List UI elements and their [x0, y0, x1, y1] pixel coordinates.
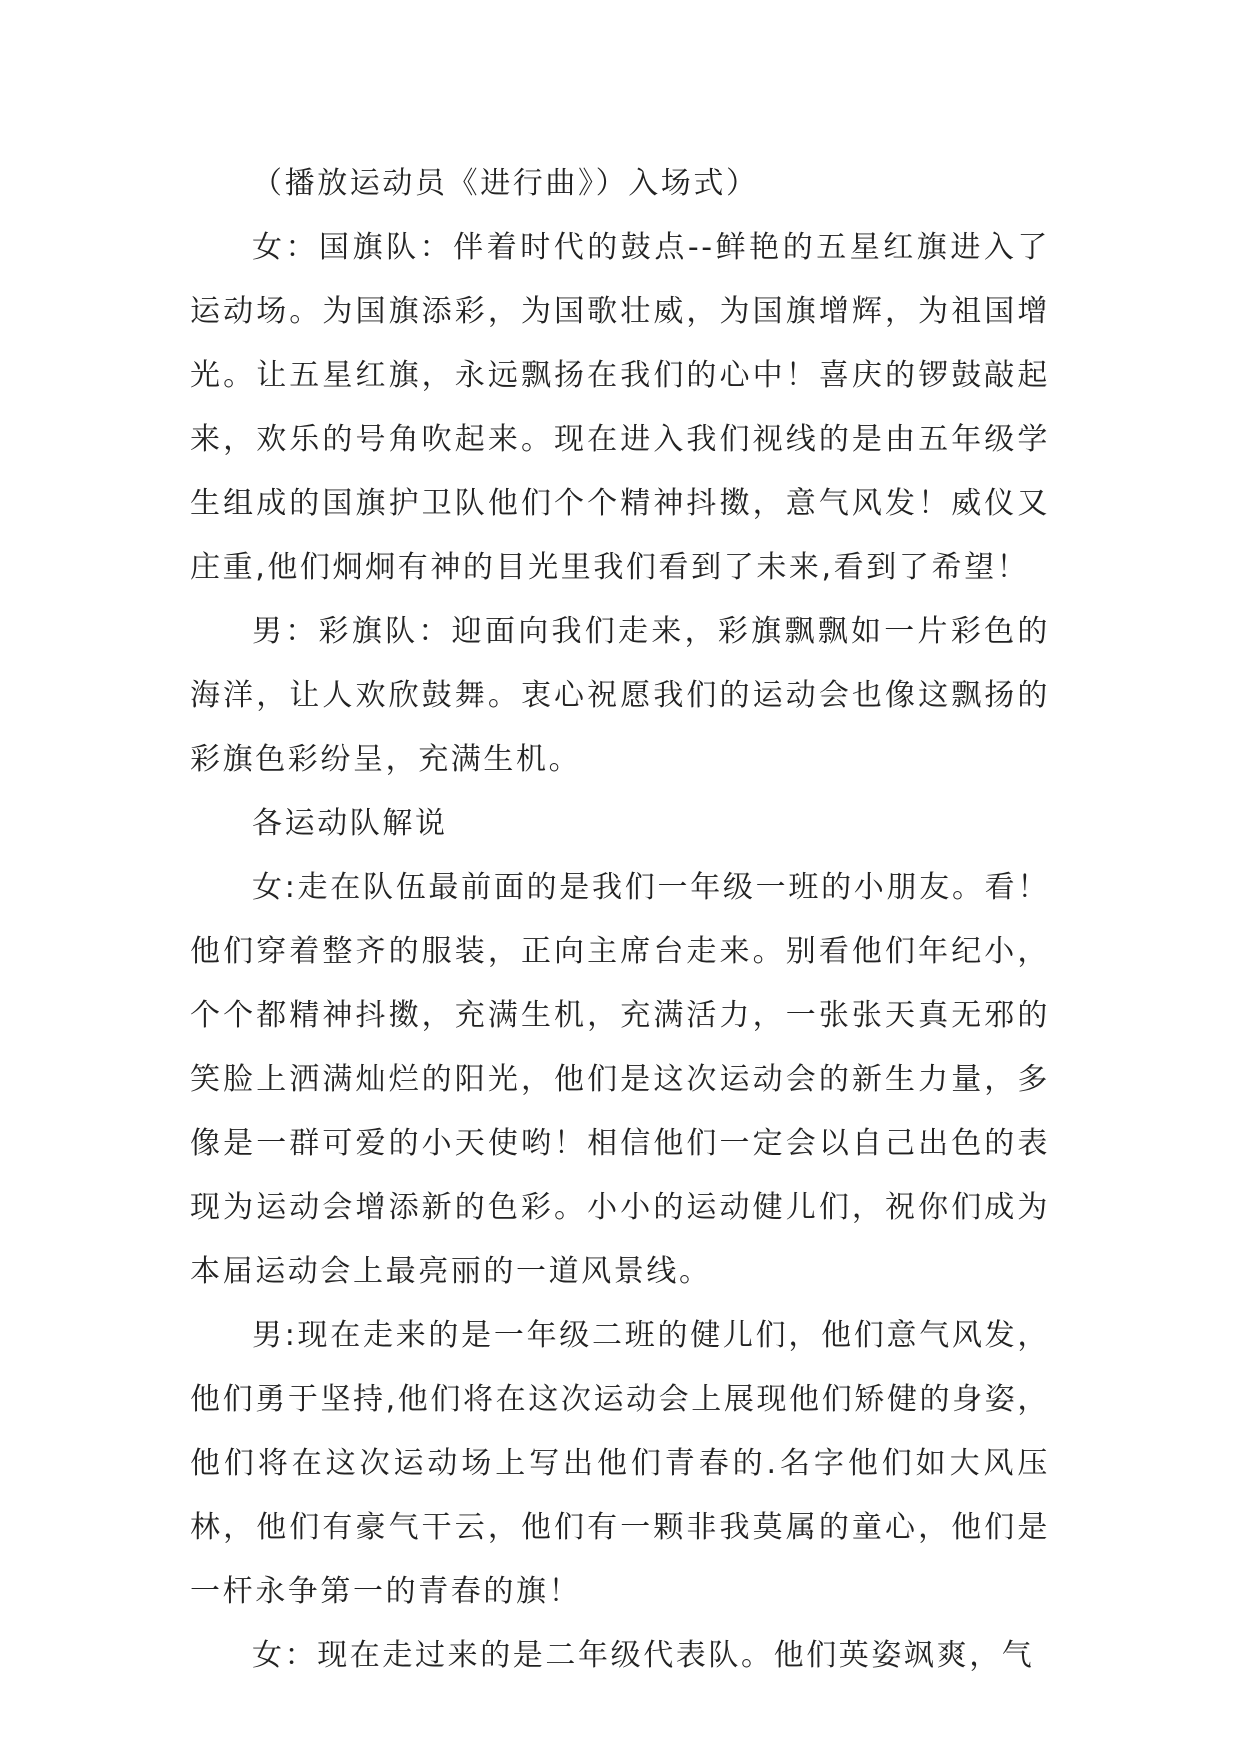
paragraph-grade2-team: 女：现在走过来的是二年级代表队。他们英姿飒爽，气: [252, 1638, 1035, 1673]
paragraph-national-flag-team: 女：国旗队：伴着时代的鼓点--鲜艳的五星红旗进入了运动场。为国旗添彩，为国歌壮威，为国旗增辉，为祖国增光。让五星红旗，永远飘扬在我们的心中！喜庆的锣鼓敲起来，欢乐的号角吹起来。现在进入我们视线的是由五年级学生组成的国旗护卫队他们个个精神抖擞，意气风发！威仪又庄重,他们炯炯有神的目光里我们看到了未来,看到了希望！: [190, 230, 1050, 585]
document-body: [190, 152, 1050, 1688]
paragraph-grade1-class2: 男:现在走来的是一年级二班的健儿们，他们意气风发，他们勇于坚持,他们将在这次运动会上展现他们矫健的身姿，他们将在这次运动场上写出他们青春的.名字他们如大风压林，他们有豪气干云，他们有一颗非我莫属的童心，他们是一杆永争第一的青春的旗！: [190, 1318, 1050, 1609]
paragraph-entrance-music: （播放运动员《进行曲》）入场式）: [252, 166, 759, 201]
paragraph-color-flag-team: 男：彩旗队：迎面向我们走来，彩旗飘飘如一片彩色的海洋，让人欢欣鼓舞。衷心祝愿我们的运动会也像这飘扬的彩旗色彩纷呈，充满生机。: [190, 614, 1050, 777]
section-heading-team-commentary: 各运动队解说: [252, 806, 448, 841]
paragraph-grade1-class1: 女:走在队伍最前面的是我们一年级一班的小朋友。看！他们穿着整齐的服装，正向主席台走来。别看他们年纪小，个个都精神抖擞，充满生机，充满活力，一张张天真无邪的笑脸上洒满灿烂的阳光，他们是这次运动会的新生力量，多像是一群可爱的小天使哟！相信他们一定会以自己出色的表现为运动会增添新的色彩。小小的运动健儿们，祝你们成为本届运动会上最亮丽的一道风景线。: [190, 870, 1050, 1289]
